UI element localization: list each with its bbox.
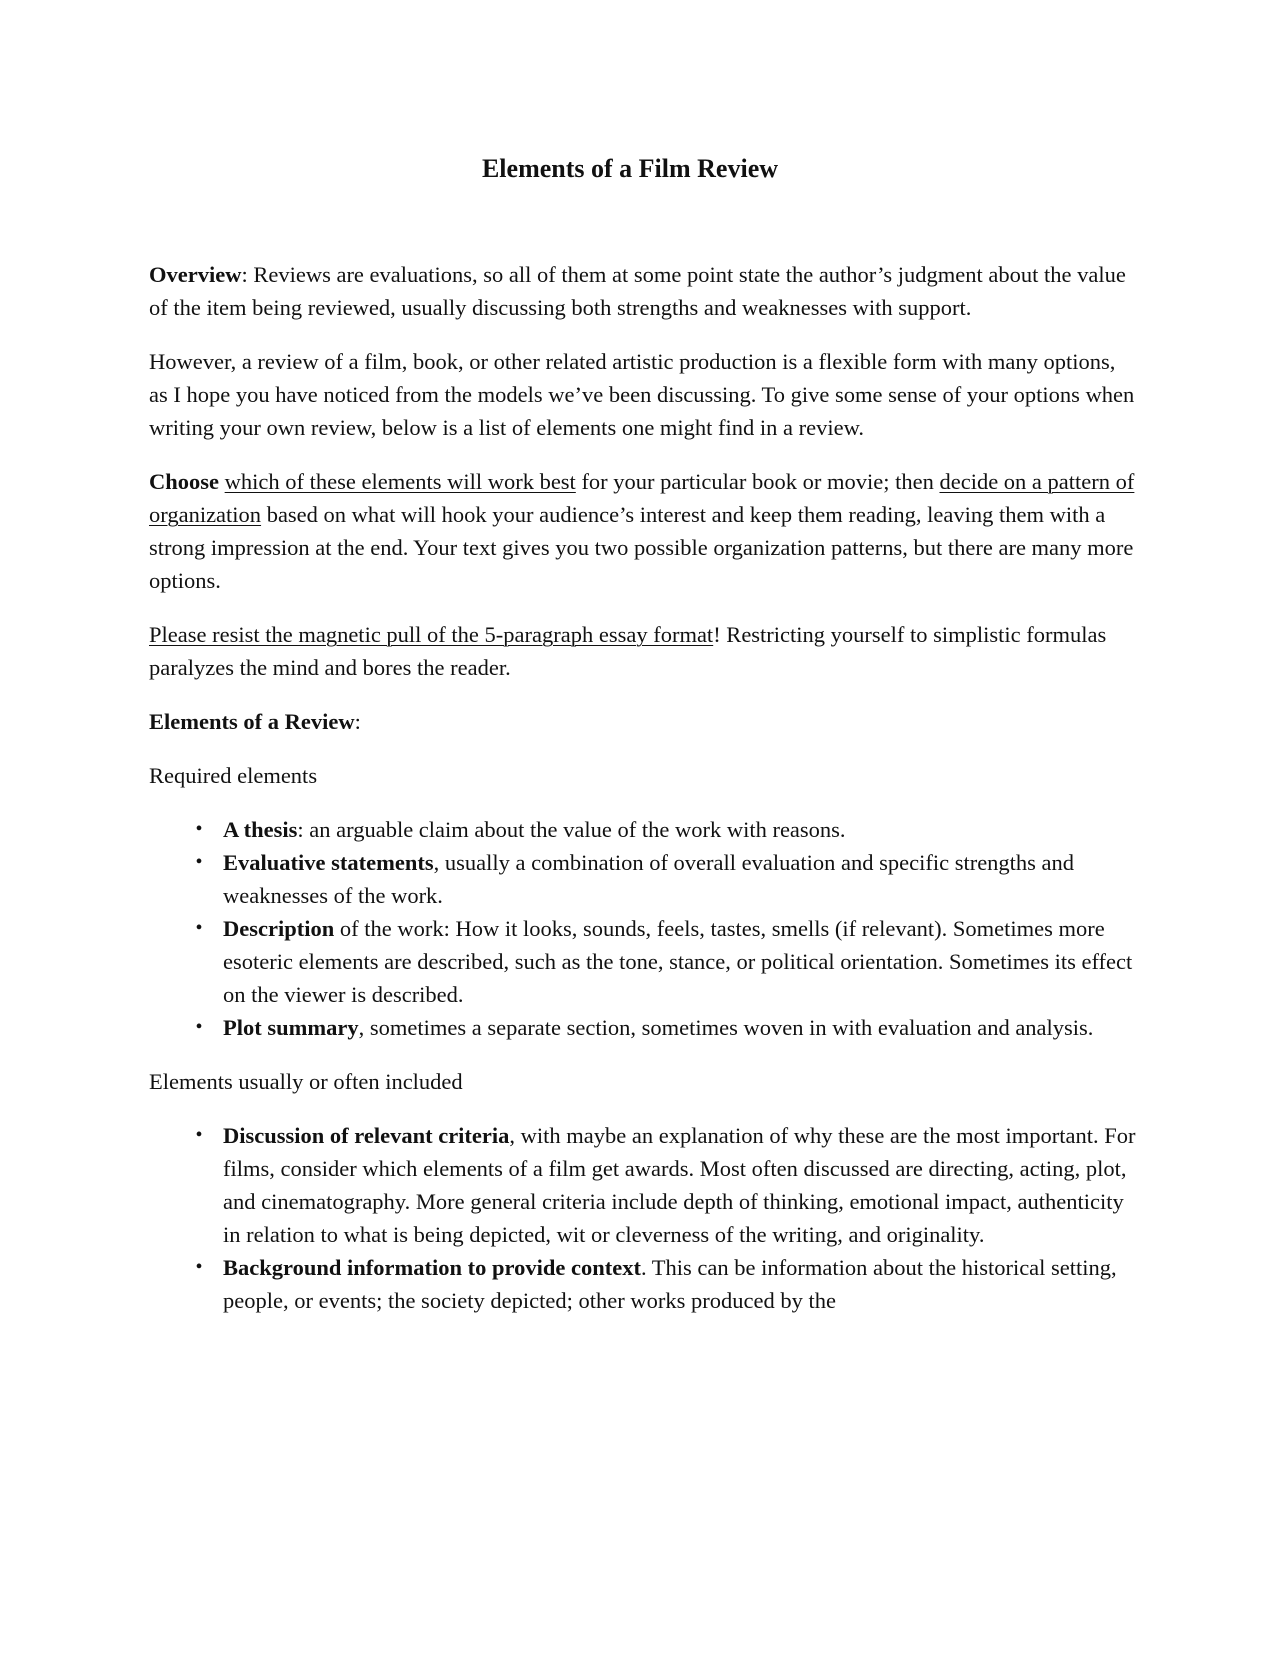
list-item-text: : an arguable claim about the value of the work with reasons. <box>297 817 846 842</box>
overview-text: : Reviews are evaluations, so all of them at some point state the author’s judgment about the value of the item being reviewed, usually discussing both strengths and weaknesses with support. <box>149 262 1126 320</box>
choose-rest-text: based on what will hook your audience’s interest and keep them reading, leaving them with a strong impression at the end. Your text gives you two possible organization patterns, but there are many more options. <box>149 502 1134 593</box>
list-item <box>149 846 1139 912</box>
resist-underline: Please resist the magnetic pull of the 5-paragraph essay format <box>149 622 714 647</box>
bullet-icon: • <box>195 851 203 873</box>
list-item <box>149 1251 1139 1317</box>
options-paragraph: However, a review of a film, book, or other related artistic production is a flexible form with many options, as I hope you have noticed from the models we’ve been discussing. To give some sense of your options when writing your own review, below is a list of elements one might find in a review. <box>149 349 1135 440</box>
list-item <box>149 912 1139 1011</box>
overview-label: Overview <box>149 262 242 287</box>
resist-rest-text: ! Restricting yourself to simplistic formulas paralyzes the mind and bores the reader. <box>149 622 1107 680</box>
often-list <box>149 1119 1139 1317</box>
elements-heading <box>149 705 1139 738</box>
document-body <box>149 258 1139 1338</box>
list-item-text: , with maybe an explanation of why these are the most important. For films, consider which elements of a film get awards. Most often discussed are directing, acting, plot, and cinematography. More general criteria include depth of thinking, emotional impact, authenticity in relation to what is being depicted, wit or cleverness of the writing, and originality. <box>223 1123 1136 1247</box>
often-heading: Elements usually or often included <box>149 1069 463 1094</box>
list-item-bold: Background information to provide context <box>223 1255 641 1280</box>
choose-paragraph <box>149 465 1139 597</box>
list-item-bold: Evaluative statements <box>223 850 434 875</box>
required-heading: Required elements <box>149 763 318 788</box>
bullet-icon: • <box>195 1124 203 1146</box>
elements-heading-label: Elements of a Review <box>149 709 355 734</box>
bullet-icon: • <box>195 1256 203 1278</box>
list-item <box>149 1119 1139 1251</box>
required-list <box>149 813 1139 1044</box>
list-item-text: , sometimes a separate section, sometimes woven in with evaluation and analysis. <box>358 1015 1094 1040</box>
resist-paragraph <box>149 618 1139 684</box>
list-item-bold: Discussion of relevant criteria <box>223 1123 510 1148</box>
list-item-bold: A thesis <box>223 817 298 842</box>
elements-heading-colon: : <box>354 709 361 734</box>
list-item-text: . This can be information about the historical setting, people, or events; the society depicted; other works produced by the <box>223 1255 1117 1313</box>
choose-label: Choose <box>149 469 220 494</box>
choose-underline-1: which of these elements will work best <box>224 469 576 494</box>
list-item-text: , usually a combination of overall evaluation and specific strengths and weaknesses of the work. <box>223 850 1075 908</box>
bullet-icon: • <box>195 917 203 939</box>
bullet-icon: • <box>195 1016 203 1038</box>
list-item-text: of the work: How it looks, sounds, feels, tastes, smells (if relevant). Sometimes more esoteric elements are described, such as the tone, stance, or political orientation. Sometimes its effect on the viewer is described. <box>223 916 1133 1007</box>
list-item-bold: Plot summary <box>223 1015 359 1040</box>
choose-underline-2: decide on a pattern of organization <box>149 469 1135 527</box>
overview-paragraph <box>149 258 1139 324</box>
bullet-icon: • <box>195 818 203 840</box>
document-title: Elements of a Film Review <box>481 154 779 183</box>
choose-mid-text: for your particular book or movie; then <box>575 469 940 494</box>
list-item <box>149 1011 1139 1044</box>
list-item <box>149 813 1139 846</box>
list-item-bold: Description <box>223 916 335 941</box>
